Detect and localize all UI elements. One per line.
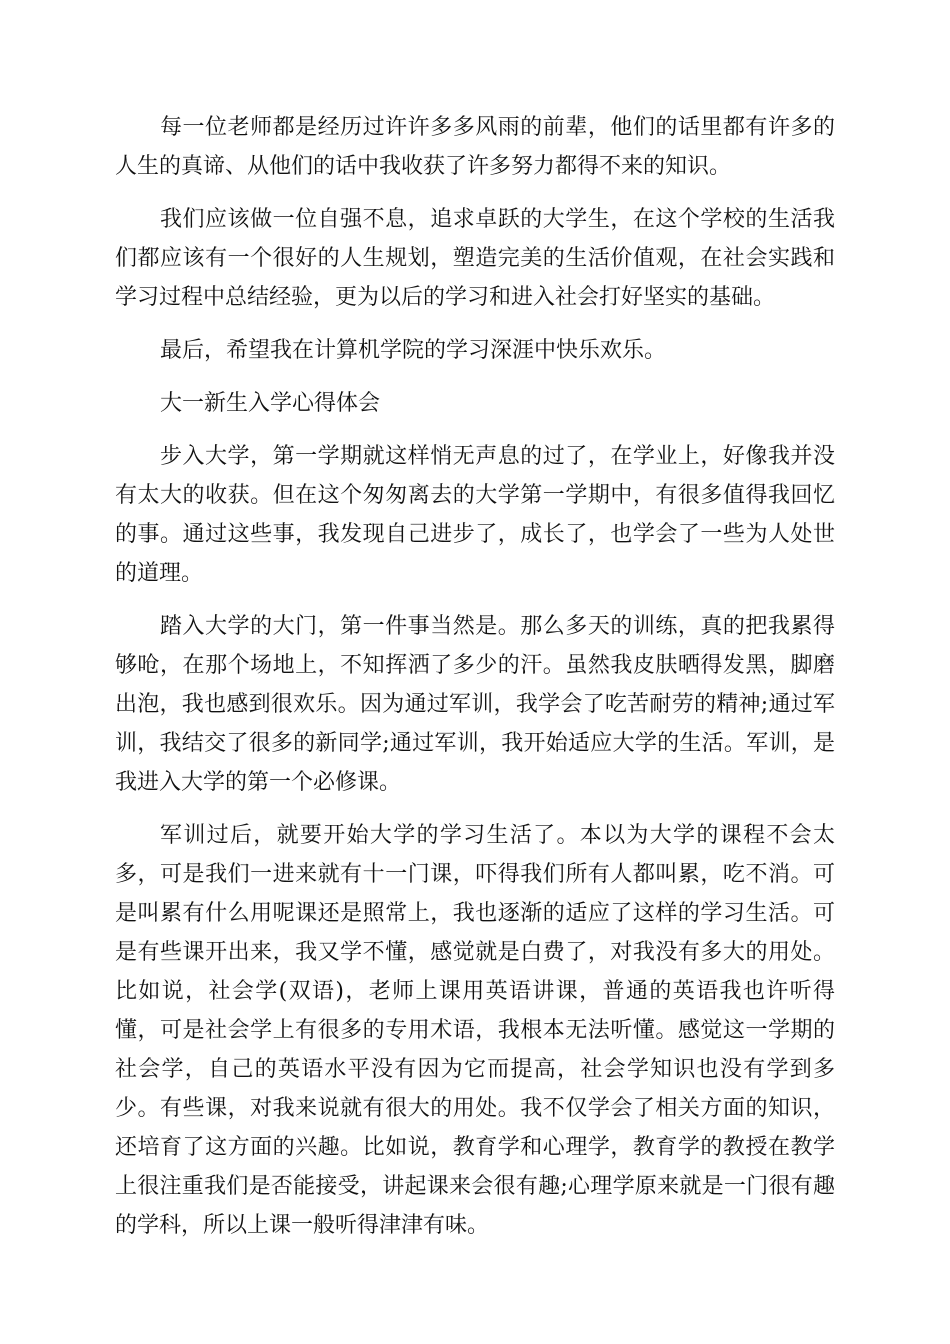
- paragraph-military-training: 踏入大学的大门，第一件事当然是。那么多天的训练，真的把我累得够呛，在那个场地上，不知挥洒了多少的汗。虽然我皮肤晒得发黑，脚磨出泡，我也感到很欢乐。因为通过军训，我学会了吃苦耐劳的精神;通过军训，我结交了很多的新同学;通过军训，我开始适应大学的生活。军训，是我进入大学的第一个必修课。: [115, 614, 835, 795]
- document-body: [115, 108, 835, 1259]
- paragraph-closing: 最后，希望我在计算机学院的学习深涯中快乐欢乐。: [160, 338, 667, 363]
- paragraph-teachers: 每一位老师都是经历过许许多多风雨的前辈，他们的话里都有许多的人生的真谛、从他们的话中我收获了许多努力都得不来的知识。: [115, 115, 835, 179]
- paragraph-goals: 我们应该做一位自强不息，追求卓跃的大学生，在这个学校的生活我们都应该有一个很好的人生规划，塑造完美的生活价值观，在社会实践和学习过程中总结经验，更为以后的学习和进入社会打好坚实的基础。: [115, 207, 835, 310]
- paragraph-study-life: 军训过后，就要开始大学的学习生活了。本以为大学的课程不会太多，可是我们一进来就有十一门课，吓得我们所有人都叫累，吃不消。可是叫累有什么用呢课还是照常上，我也逐渐的适应了这样的学习生活。可是有些课开出来，我又学不懂，感觉就是白费了，对我没有多大的用处。比如说，社会学(双语)，老师上课用英语讲课，普通的英语我也许听得懂，可是社会学上有很多的专用术语，我根本无法听懂。感觉这一学期的社会学，自己的英语水平没有因为它而提高，社会学知识也没有学到多少。有些课，对我来说就有很大的用处。我不仅学会了相关方面的知识，还培育了这方面的兴趣。比如说，教育学和心理学，教育学的教授在教学上很注重我们是否能接受，讲起课来会很有趣;心理学原来就是一门很有趣的学科，所以上课一般听得津津有味。: [115, 823, 835, 1238]
- paragraph-first-semester: 步入大学，第一学期就这样悄无声息的过了，在学业上，好像我并没有太大的收获。但在这个匆匆离去的大学第一学期中，有很多值得我回忆的事。通过这些事，我发现自己进步了，成长了，也学会了一些为人处世的道理。: [115, 444, 835, 586]
- section-heading: 大一新生入学心得体会: [160, 391, 381, 416]
